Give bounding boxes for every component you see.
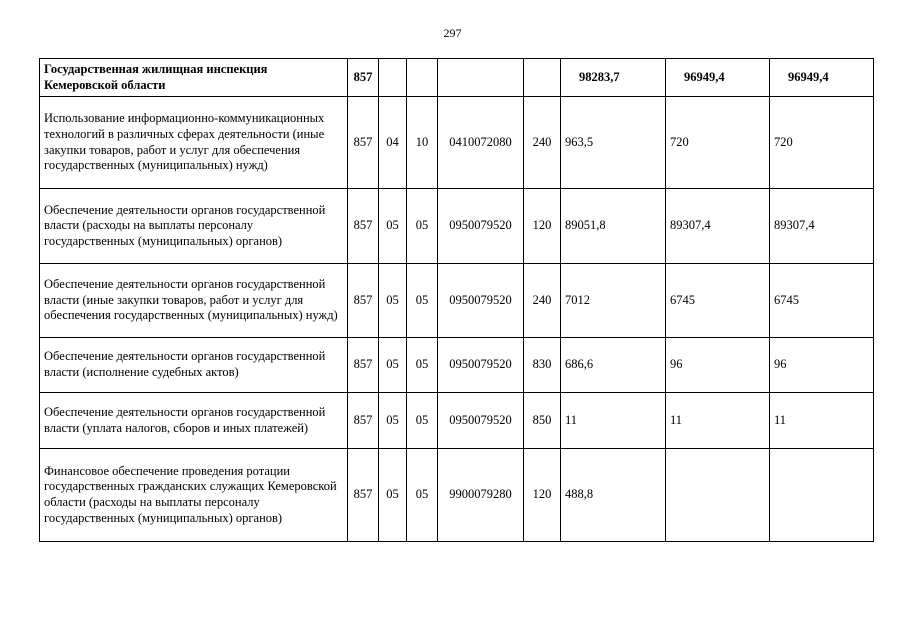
sum-year3: 720 — [770, 97, 874, 189]
sum-year3: 96949,4 — [770, 59, 874, 97]
target-code: 0950079520 — [438, 393, 524, 449]
sum-year2: 96 — [666, 338, 770, 393]
page-number: 297 — [443, 26, 462, 40]
expense-type-code — [524, 59, 561, 97]
section-code: 05 — [379, 449, 407, 542]
section-code: 05 — [379, 264, 407, 338]
table-row — [40, 189, 874, 264]
sum-year1: 89051,8 — [561, 189, 666, 264]
row-name: Обеспечение деятельности органов государственной власти (иные закупки товаров, работ и услуг для обеспечения государственных (муниципальных) нужд) — [40, 264, 348, 338]
ministry-code: 857 — [348, 189, 379, 264]
row-name: Обеспечение деятельности органов государственной власти (уплата налогов, сборов и иных платежей) — [40, 393, 348, 449]
row-name: Обеспечение деятельности органов государственной власти (исполнение судебных актов) — [40, 338, 348, 393]
target-code: 9900079280 — [438, 449, 524, 542]
subsection-code: 05 — [407, 338, 438, 393]
target-code: 0950079520 — [438, 338, 524, 393]
table-row — [40, 393, 874, 449]
section-code: 05 — [379, 338, 407, 393]
section-code — [379, 59, 407, 97]
expense-type-code: 240 — [524, 97, 561, 189]
table-row — [40, 97, 874, 189]
sum-year1: 11 — [561, 393, 666, 449]
row-name: Обеспечение деятельности органов государственной власти (расходы на выплаты персоналу государственных (муниципальных) органов) — [40, 189, 348, 264]
row-name: Использование информационно-коммуникационных технологий в различных сферах деятельности (иные закупки товаров, работ и услуг для обеспечения государственных (муниципальных) нужд) — [40, 97, 348, 189]
subsection-code: 05 — [407, 264, 438, 338]
sum-year3: 11 — [770, 393, 874, 449]
section-code: 05 — [379, 393, 407, 449]
expense-type-code: 120 — [524, 449, 561, 542]
budget-table — [39, 58, 874, 542]
subsection-code: 10 — [407, 97, 438, 189]
subsection-code — [407, 59, 438, 97]
subsection-code: 05 — [407, 393, 438, 449]
target-code: 0410072080 — [438, 97, 524, 189]
expense-type-code: 830 — [524, 338, 561, 393]
row-name: Финансовое обеспечение проведения ротации государственных гражданских служащих Кемеровской области (расходы на выплаты персоналу государственных (муниципальных) органов) — [40, 449, 348, 542]
sum-year1: 686,6 — [561, 338, 666, 393]
sum-year2: 96949,4 — [666, 59, 770, 97]
ministry-code: 857 — [348, 393, 379, 449]
table-row — [40, 59, 874, 97]
sum-year2: 6745 — [666, 264, 770, 338]
expense-type-code: 240 — [524, 264, 561, 338]
table-row — [40, 338, 874, 393]
subsection-code: 05 — [407, 189, 438, 264]
target-code — [438, 59, 524, 97]
sum-year3: 96 — [770, 338, 874, 393]
section-code: 05 — [379, 189, 407, 264]
expense-type-code: 850 — [524, 393, 561, 449]
ministry-code: 857 — [348, 449, 379, 542]
section-code: 04 — [379, 97, 407, 189]
sum-year3: 6745 — [770, 264, 874, 338]
ministry-code: 857 — [348, 59, 379, 97]
sum-year1: 98283,7 — [561, 59, 666, 97]
ministry-code: 857 — [348, 338, 379, 393]
sum-year1: 7012 — [561, 264, 666, 338]
ministry-code: 857 — [348, 97, 379, 189]
subsection-code: 05 — [407, 449, 438, 542]
sum-year2 — [666, 449, 770, 542]
sum-year3 — [770, 449, 874, 542]
ministry-code: 857 — [348, 264, 379, 338]
table-row — [40, 264, 874, 338]
target-code: 0950079520 — [438, 264, 524, 338]
sum-year2: 89307,4 — [666, 189, 770, 264]
target-code: 0950079520 — [438, 189, 524, 264]
sum-year2: 11 — [666, 393, 770, 449]
sum-year1: 963,5 — [561, 97, 666, 189]
sum-year1: 488,8 — [561, 449, 666, 542]
sum-year2: 720 — [666, 97, 770, 189]
expense-type-code: 120 — [524, 189, 561, 264]
sum-year3: 89307,4 — [770, 189, 874, 264]
row-name: Государственная жилищная инспекция Кемеровской области — [40, 59, 348, 97]
table-row — [40, 449, 874, 542]
